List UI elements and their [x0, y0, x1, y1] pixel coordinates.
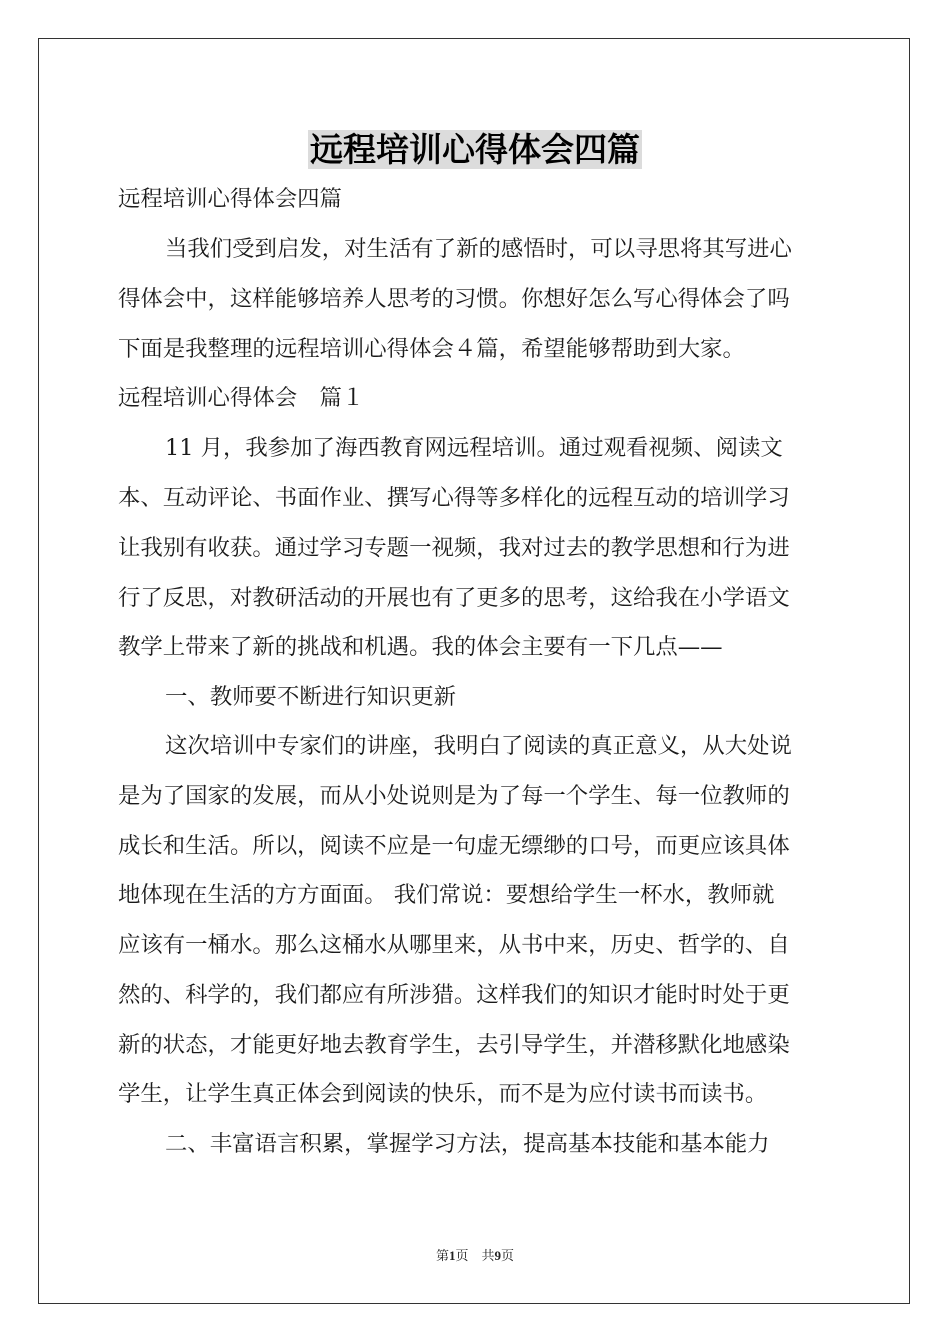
paragraph-line: 成长和生活。所以，阅读不应是一句虚无缥缈的口号，而更应该具体 [118, 833, 790, 859]
subtitle-line: 远程培训心得体会四篇 [118, 186, 342, 212]
paragraph-line: 应该有一桶水。那么这桶水从哪里来，从书中来，历史、哲学的、自 [118, 932, 790, 958]
footer-total-pages: 9 [494, 1248, 501, 1263]
paragraph-line: 地体现在生活的方方面面。 我们常说：要想给学生一杯水，教师就 [118, 882, 775, 908]
subheading-line: 一、教师要不断进行知识更新 [165, 684, 457, 710]
paragraph-line: 新的状态，才能更好地去教育学生，去引导学生，并潜移默化地感染 [118, 1032, 790, 1058]
subheading-line: 二、丰富语言积累，掌握学习方法，提高基本技能和基本能力 [165, 1131, 770, 1157]
page-footer [0, 1245, 950, 1264]
footer-page-number: 1 [448, 1248, 456, 1263]
paragraph-line: 本、互动评论、书面作业、撰写心得等多样化的远程互动的培训学习 [118, 485, 790, 511]
paragraph-line: 下面是我整理的远程培训心得体会４篇，希望能够帮助到大家。 [118, 336, 745, 362]
footer-page-prefix: 第 [435, 1248, 449, 1263]
paragraph-line: 11 月，我参加了海西教育网远程培训。通过观看视频、阅读文 [165, 435, 783, 461]
footer-page-suffix: 页 共 [455, 1248, 495, 1263]
document-title [0, 125, 950, 175]
footer-total-suffix: 页 [501, 1248, 515, 1263]
paragraph-line: 是为了国家的发展，而从小处说则是为了每一个学生、每一位教师的 [118, 783, 790, 809]
paragraph-line: 得体会中，这样能够培养人思考的习惯。你想好怎么写心得体会了吗 [118, 286, 790, 312]
paragraph-line: 教学上带来了新的挑战和机遇。我的体会主要有一下几点—— [118, 634, 723, 660]
section-heading: 远程培训心得体会 篇１ [118, 385, 365, 411]
page-border [38, 38, 910, 1304]
paragraph-line: 这次培训中专家们的讲座，我明白了阅读的真正意义，从大处说 [165, 733, 792, 759]
paragraph-line: 学生，让学生真正体会到阅读的快乐，而不是为应付读书而读书。 [118, 1081, 768, 1107]
title-text: 远程培训心得体会四篇 [310, 130, 640, 169]
paragraph-line: 行了反思，对教研活动的开展也有了更多的思考，这给我在小学语文 [118, 585, 790, 611]
paragraph-line: 让我别有收获。通过学习专题一视频，我对过去的教学思想和行为进 [118, 535, 790, 561]
paragraph-line: 然的、科学的，我们都应有所涉猎。这样我们的知识才能时时处于更 [118, 982, 790, 1008]
paragraph-line: 当我们受到启发，对生活有了新的感悟时，可以寻思将其写进心 [165, 236, 792, 262]
